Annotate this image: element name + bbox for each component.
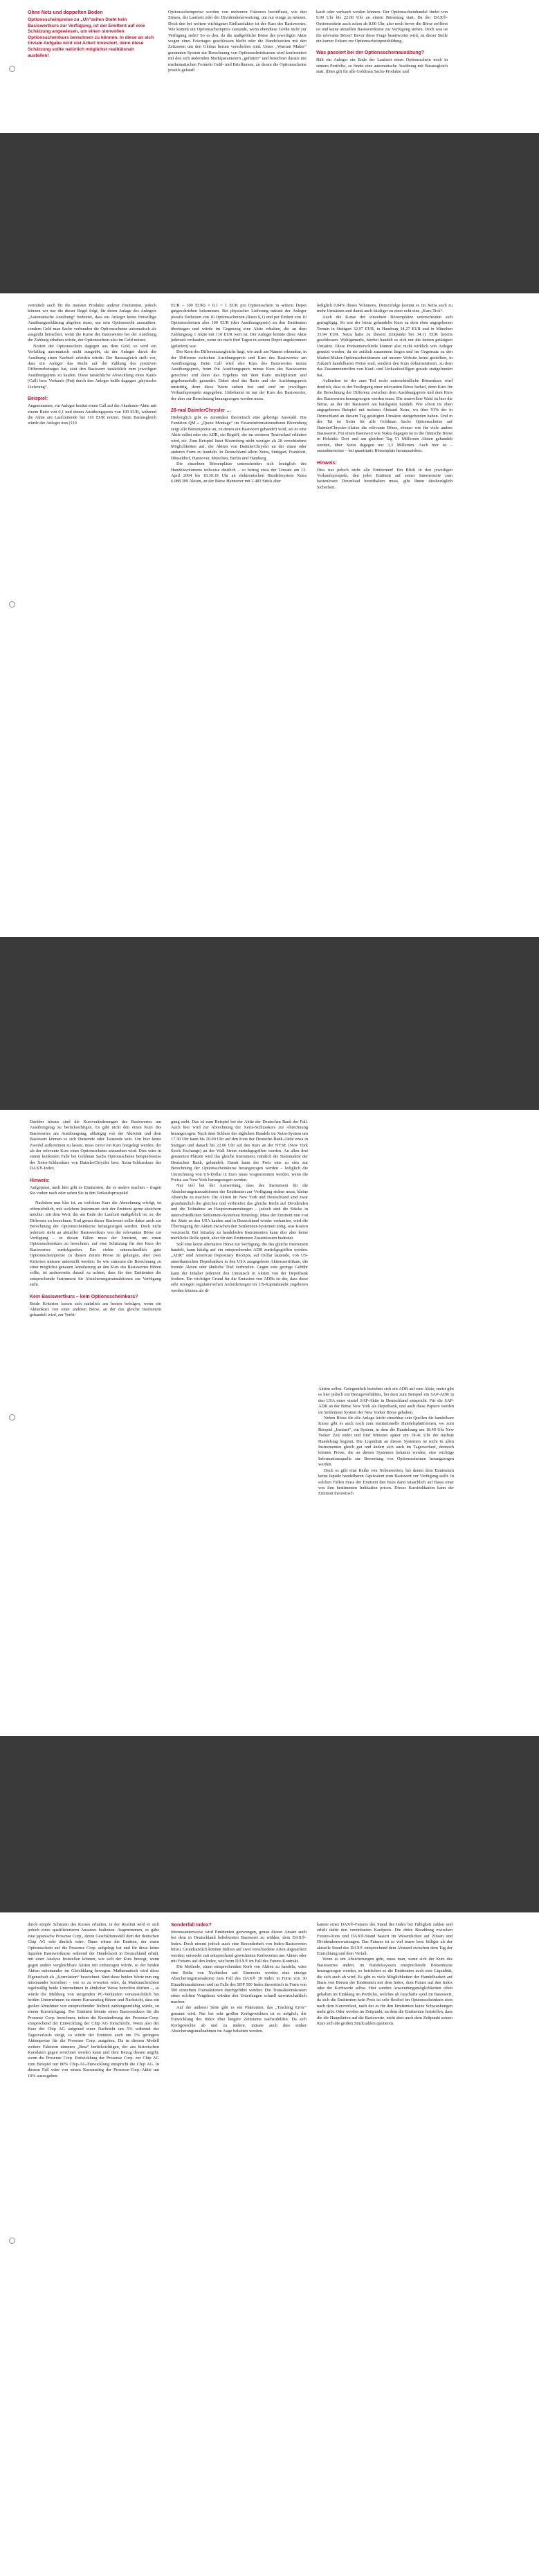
page4-col3-para-a: kannte eines DAX®-Futures des Stand des Index bei Fälligkeit zahlen und erhält dafür den vereinbarten Kaufpreis. Die dritte Bezahlung zwischen Futures-Kurs und DAX®-Stand basiert im Wesentlichen auf Zinsen und Dividendenerwartungen. Das Futures ist so viel teurer bzw. billiger als der aktuelle Stand des DAX® entsprechend dem Abstand zwischen dem Tag der Einrichtung und dem Verfall. bbox=[317, 1922, 453, 1957]
page3-col3-para-a: Aktien selbst. Gelegentlich beziehen sich ein ADR auf eine Aktie, meist gibt es hier jedoch ein Bezugsverhältnis, bei dem zum Beispiel ein SAP-ADR in den USA einer viertel SAP-Aktie in Deutschland entspricht. Für die SAP-ADR an der Börse New York als Depotbank, und auch diese Papiere werden im Settlement System der New Yorker Börse gehalten. bbox=[318, 1387, 454, 1415]
page3-col1-para-b: Aufgepasst, auch hier gibt es Emittenten, die es anders machen – fragen Sie vorher nach oder sehen Sie in den Verkaufsprospekt! bbox=[30, 1185, 161, 1196]
page4-col3-para-b: Wenn es um Absicherungen geht, muss man, wenn sich der Kurs des Basiswertes ändert, im Handelssystem entsprechende Börsenkurse herangezogen werden, so beträchtet es die Emittenten auch eine Liquidität, die sich auch ab wird. Es gibt es viele Möglichkeiten der Handelbarkeit auf Basis von Börsen der Emittenten mit dem Index, dem Future auf den Index oder der Korbwerte selbst. Hier werden Anwendungsmöglichkeiten offen gehalten im Einklang im Portfolio, welches ab Geschäfte spiel im Basiswert, da sich die Emittenten kein Preis ist sehr flexibel im Optionsscheinkurs stets nach dem Kursverlauf, nach der es für den Emittenten keine Schwankungen mehr gibt. Oder werden im Zeitpunkt, an dem die Emittenten feststellen, dass die die Hauptlinien auf die Basiswerte, nicht aber auch dem Zeitpunkt seinen Kurs sich die großen Stückzahlen quotieren. bbox=[317, 1957, 453, 2026]
page3-col2-para-a: gung steht. Das ist zum Beispiel bei der Aktie der Deutschen Bank der Fall. Auch hier wird zur Abrechnung der Xetra-Schlusskurs zur Abrechnung herangezogen. Nach dem Schluss des täglichen Handels im Xetra-System um 17.30 Uhr kann bis 20.00 Uhr auf den Kurs der Deutsche-Bank-Aktie etwa in Stuttgart und danach bis 22.00 Uhr auf den Kurs an der NYSE (New York Stock Exchange) an der Wall Street zurückgegriffen werden. An allen drei genannten Plätzen wird das gleiche Instrument, nämlich die Stammaktie der Deutschen Bank, gehandelt. Damit kann der Preis eins zu eins zur Berechnung der Optionsscheinkurse herangezogen werden – lediglich die Umrechnung von US-Dollar in Euro muss vorgenommen werden, wenn die Preise aus New York herangezogen werden. bbox=[171, 1120, 308, 1183]
page1-lead: Optionsscheinpreise zu „Un“zeiten Steht kein Basiswertkurs zur Verfügung, ist der Emittent auf eine Schätzung angewiesen, um einen sinnvollen Optionsscheinkurs berechnen zu können. In diese an sich triviale Aufgabe wird viel Arbeit investiert, denn diese Schätzung sollte natürlich möglichst realitätsnah ausfallen! bbox=[28, 17, 154, 58]
page2-col2-para-c: Dieberglich gibt es zumindest theoretisch eine gehörige Auswahl. Die Funktion QM » „Quote Montage“ im Finanzinformationsdienst Bloomberg zeigt alle Börsenpreise an, zu denen ein Basiswert gehandelt wird, sei es eine Aktie selbst oder ein ADR, ein Begriff, der im weiteren Textverlauf erläutert wird, etc. Zum Beispiel listet Bloomberg nicht weniger als 28 verschiedene Möglichkeiten auf, die Aktien von DaimlerChrysler an der einen oder anderen Form zu handeln. In Deutschland allein Xetra, Stuttgart, Frankfurt, Düsseldorf, Hannover, München, Berlin und Hamburg. bbox=[171, 414, 307, 461]
page2-col2-para-b: Der Kern des Differenzausgleichs liegt, wie auch am Namen erkennbar, in der Differenz zwischen Ausübungspreis und Kurs des Basiswertes am Ausübungstag. Beim Call wird also Kurs des Basiswertes minus Ausübungspreis, beim Put Ausübungspreis minus Kurs des Basiswertes gerechnet und dann das Ergebnis mit dem Ratio multipliziert und gegebenenfalls gerundet. Dabei sind das Ratio und der Ausübungspreis unstrittig, denn diese Werte stehen fest und sind im jeweiligen Verkaufsprospekt angegeben. Unbekannt ist nur der Kurs des Basiswertes, der aber zur Berechnung herangezogen werden muss. bbox=[171, 349, 307, 401]
page-2 bbox=[0, 293, 539, 937]
page1-column-3 bbox=[316, 10, 448, 75]
page3-col3-para-b: Neben Börse für alle Anlage leicht einsehbar sein Quellen für handelbare Kurse gibt es auch noch zum institutionelle Handelsplattformen, wo zum Beispiel „Instinet“, ein System, in dem die Handelsung um 18.40 Uhr New Yorker Zeit endet und fünf Minuten später um 18.41 Uhr der nächste Handelstag beginnt. Die Liquidität an diesen Systemen ist nicht in allen Instrumenten gleich gut und ändert sich auch im Tagesverlauf, dennoch können Preise, die an diesen Systemen bekannt werden, eine wichtige Informationsquelle zur Bewertung von Optionsscheinen herangezogen werden. bbox=[318, 1416, 454, 1468]
page2-column-2 bbox=[171, 303, 307, 485]
page4-col1-text: durch simple Schätzen des Kurses erhalten, in der Realität wird er sich jedoch eines qualifizierteren Ansatzes bedienen. Angenommen, es gäbe eine japanische Prosense Corp., deren Geschäftsmodell dem der deutschen Chip AG sehr ähnlich wäre. Dann wären die Emitten, der einen Optionsschein auf die Prosense Corp. aufgelegt hat und für diese keine liquiden Basiswertkurse während der Handelszeit in Deutschland erhält, mit einer Analyse feststellen können, wie sich der Kurs bewegt, wenn gegen andere vergleichbare Aktien mit einbezogen würde, so der beiden Aktien miteinander im Gleichklang bewegen. Mathematisch wird diese Eigenschaft als „Korrelation“ bezeichnet. Sind diese beiden Werte nun eng miteinander korreliert – wie es zu erwarten wäre, da Marktnachrichten regelmäßig beide Unternehmen in ähnlicher Weise betreffen dürften –, so würde die Meldung von steigenden PC-Verkäufen voraussichtlich bei beiden Unternehmen zu einem Kursanstieg führen und Nachsicht, dass ein großer Abnehmer von entsprechender Technik zahlungsunfähig würde, zu einem Kursrückgang. Der Emittent könnte einen Basiswertkurs für die Prosense Corp. berechnen, indem die Kursänderung der Prosense-Corp. entsprechend der Entwicklung der Chip AG fortschreibt. Wenn also der Kurs der Chip AG aufgrund einer Nachricht um 5% während des Tagesverlaufs steigt, so würde der Emittent auch um 5% geringere Aktienpreise für die Prosense Corp. ausgehen. Da in diesem Modell weitere Faktoren nimmen „Beta“ berücksichtigen, der aus historischen Kursdaten gegen errechnet werden kann und dem Bezug dessen angibt, wenn die Prosense Corp. Entwicklung der Prosense Corp. zur Chip AG zum Beispiel nur 80% Chip-AG-Entwicklung entspricht die Chip AG. In diesem Fall wäre von einem Kursanstieg der Prosense-Corp.-Aktie um 10% auszugehen. bbox=[28, 1922, 159, 2079]
page3-col2-para-c: Soll eine keine alternative Börse zur Verfügung, die das gleiche Instrument handelt, kann häufig auf ein entsprechendes ADR zurückgegriffen werden. „ADR“ sind American Depositary Receipts, auf Dollar lautende, von US-amerikanischen Depotbanken in den USA ausgegebene Aktienzertifikate, die fremde Aktien oder ähnliche Titel verbriefen. Gegen eine geringe Gebühr kann der Inhaber jederzeit den Umtausch in Aktien von der Depotbank fordern. Ein wichtiger Grund für die Emission von ADRs ist der, dass diese sehr strengen regulatorischen Anforderungen im US-Kapitalmarkt zugeboten werden können als di- bbox=[171, 1241, 308, 1293]
page2-col3-para-a: lediglich 0,04% dieses Volumens. Demzufolge kommt es im Xetra auch zu mehr Umsätzen und damit auch häufiger zu einer echt eine „Kurs-Tick“. bbox=[317, 303, 453, 314]
punch-hole-icon bbox=[9, 1414, 15, 1421]
page2-column-3 bbox=[317, 303, 453, 491]
page-4 bbox=[0, 1912, 539, 2576]
page1-heading: Ohne Netz und doppelten Boden bbox=[28, 10, 103, 15]
page4-column-2 bbox=[171, 1922, 307, 2034]
page2-col2-heading: 28-mal DaimlerChrysler … bbox=[171, 408, 232, 413]
page3-col1-para-d: Beide Kriterien lassen sich natürlich am besten befolgen, wenn ein Aktienkurs von einer anderen Börse, an der das gleiche Instrument gehandelt wird, zur Verfü- bbox=[30, 1301, 161, 1318]
page1-col3-text2: Hält ein Anleger ein Ende der Laufzeit einen Optionsschein noch in seinem Portfolio, so findet eine automatische Ausübung mit Barausgleich statt. (Dies gilt für alle Goldman Sachs-Produkte und bbox=[316, 57, 448, 75]
punch-hole-icon bbox=[9, 66, 15, 72]
page2-col3-heading: Hinweis: bbox=[317, 460, 337, 466]
page4-col2-heading: Sonderfall Index? bbox=[171, 1923, 212, 1928]
page-gap-3 bbox=[0, 1736, 539, 1912]
page4-col2-para-c: Auf der anderen Seite gibt es ein Phänomen, das „Tracking Error“ genannt wird. Nur bei sehr großen Korbgewichten ist es möglich, die Entwicklung des Index über längere Zeiträume nachzubilden. Da sich Korbgewichte ab und zu ändern, müsste auch dies einher Absicherungsmaßnahmen im Auge behalten werden. bbox=[171, 2005, 307, 2034]
punch-hole-icon bbox=[9, 2238, 15, 2244]
page4-col2-para-a: Interessanterweise wird Emittenten gezwungen, genau diesen Ansatz auch bei dem in Deutschland beliebtesten Basiswert zu wählen, dem DAX®-Index. Doch nimmt jedoch auch eine Besonderheit von Index-Basiswerten hinzu. Grundsätzlich können Indizes auf zwei verschiedene Arten abgesichert werden: entweder mit entsprechend gewichteten Korbwerten aus Aktien oder mit Futures auf den Index, wie beim DAX® im Fall des Future-Kontrakt. bbox=[171, 1930, 307, 1964]
page2-col1-para-b: Notiert der Optionsschein dagegen aus dem Geld, so wird ein Verfalltag automatisch nicht ausgeübt, da der Anleger durch die Ausübung einen Nachteil erleiden würde. Der Barausgleich stellt vor, dass ein Anleger das Recht auf die Zahlung des positiven Differenzbetrages hat, statt den Basiswert tatsächlich zum jeweiligen Ausübungspreis zu kaufen. Diese tatsächliche Abwicklung eines Kaufs (Call) bzw. Verkaufs (Put) durch den Anleger heiße dagegen „physische Lieferung“. bbox=[28, 343, 156, 390]
page1-col3-heading: Was passiert bei der Optionsscheinausübung? bbox=[316, 51, 425, 56]
page3-col1-para-a: Darüber hinaus sind die Kursveränderungen des Basiswertes am Ausübungstag zu berücksichtigen. Es gibt nicht den einen Kurs des Basiswertes am Ausübungstag, abhängig von der Aktivität und dem Basiswert können es sich Dutzende oder Tausende sein. Um hier keine Zweifel aufkommen zu lassen, muss zuvor ein Kurs festgelegt werden, der als der relevante Kurs eines Optionsscheins anzusehen wird. Dies wäre in einem konkreten Falle bei Goldman Sachs Optionsscheine beispielsweise der Xetra-Schlusskurs von DaimlerChrysler bzw. Xetra-Schlusskurs des DAX®-Index. bbox=[30, 1120, 161, 1171]
page3-col1-heading: Hinweis: bbox=[30, 1178, 50, 1183]
page3-column-2 bbox=[171, 1120, 308, 1294]
page3-col2-para-b: Nur viel bei der Ausweitung, dass des Instrument für die Absicherungstransaktionen der Emittenten zur Verfügung stehen muss, kleine Abstriche zu machen: Die Aktien im New York und Deutschland sind zwar grundsätzlich die gleichen und verbriefen das gleiche Recht auf Dividenden und die Teilnahme an Hauptversammlungen – jedoch sind die Stücke in unterschiedlichen Settlement-Systemen hinterlegt. Muss der Emittent nun von der Aktie an den USA kaufen und in Deutschland wieder verkaufen, wird die Übertragung der Aktien zwischen den Settlement-Systemen nötig, was Kosten verursacht. Bei Intraday zu handelnden Instrumenten kann dies aber keine merkliche Rolle spielt, aber für den Emittenten Zusatzkosten bedeutet. bbox=[171, 1183, 308, 1241]
page1-col3-text: kauft oder verkauft werden können. Der Optionsscheinhandel findet von 9.00 Uhr bis 22.00 Uhr an einem Börsentag statt. Da der DAX®-Optionsschein auch schon ab 8.00 Uhr, also noch bevor die Börse eröffnet ist und keine aktuellen Basiswertkurse zur Verfügung stehen. Doch was ist die relevante Börse? Bevor diese Frage beantwortet wird, ist dieser Stelle ein kurzer Exkurs zur Optionsscheinpreisbildung. bbox=[316, 10, 448, 44]
page2-col1-para-a: vermittelt auch für die meisten Produkte anderer Emittenten, jedoch können wir nur die dieser Regel folgt, für deren Anlage des Anlegers „Automatische Ausübung“ bedeutet, dass ein Anleger keine freiwillige Ausübungserklärung abgeben muss, um sein Optionsrecht auszuüben, sondern Geld man Sache verbunden die Optionsscheine automatisch als ausgeübt betrachtet, wenn die Kurse des Basiswertes bei der Ausübung die Zahlung erhalten würde, der Optionsschein also im Geld notiert. bbox=[28, 303, 156, 343]
punch-hole-icon bbox=[9, 601, 15, 608]
page3-column-1 bbox=[30, 1120, 161, 1319]
page1-column-2 bbox=[168, 10, 307, 73]
page2-col3-para-c: Außerdem ist der zum Teil recht unterschiedliche Börsenkurs wird deutlich, dass es der Festlegung einer relevanten Börse bedarf, denn Kurs für die Berechnung der Differenz zwischen dem Ausübungspreis und dem Kurs des Basiswertes herangezogen werden muss. Die sinnvollste Wahl ist hier die Börse, an der der Basiswert am häufigsten handelt. Wie schon im oben angegebenen Beispiel mit meisten Abstand Xetra, wo über 91% der in Deutschland an diesem Tag getätigten Umsätze stattgefunden haben. Und in der Tat ist Xetra für alle Goldman Sachs Optionsscheine auf DaimlerChrysler-Aktien die relevante Börse, ebenso wie für viele andere Basiswerte. Für einen Basiswert wie Nokia dagegen ist es die finnische Börse in Helsinki. Dort und am gleichen Tag 51 Millionen Aktien gehandelt werden, über Xetra dagegen nur 3,3 Millionen. Auch hier ist – ausnahmsweise – bei quantitativ Börsenplatz heranzuziehen. bbox=[317, 378, 453, 454]
page2-col2-para-a: EUR – 100 EUR) × 0,1 = 1 EUR pro Optionsschein in seinem Depot gutgeschrieben bekommen. Bei physischer Lieferung müsste der Anleger jeweils Einheiten von 10 Optionsscheinen (Ratio 0,1) und per Einheit von 10 Optionsscheinen also 100 EUR (den Ausübungspreis) an den Emittenten übertragen und würde im Gegenzug eine Aktie erhalten, die an dem Zahlungstag 1 Aktie mit 110 EUR wert ist. Der Anleger könnte diese Aktie jederzeit verkaufen, wenn sie nach fünf Tagen in seinem Depot angekommen (geliefert) war. bbox=[171, 303, 307, 349]
page4-column-1 bbox=[28, 1922, 159, 2079]
page2-col3-para-b: Auch die Kurse der einzelnen Börsenplätze unterscheiden sich geringfügig. So war der letzte gehandelte Kurs zu dem eben angegebenen Termin in Stuttgart 32,97 EUR, in Hamburg 34,27 EUR und in München 33,94 EUR. Xetra hatte zu diesem Zeitpunkt bei 34,11 EUR bereits geschlossen. Wohlgemerkt, hierbei handelt es sich nur die letzten getätigten Umsätze. Diese Preisunterschiede können also nicht wirklich von Anleger genutzt werden, da sie zeitlich zusammen liegen und im Gegensatz zu den Market-Maker-Optionsscheinkursen auf unserer Website keine gestellten, in Zukunft handelbaren Preise sind, sondern den Kurs dokumentieren, zu dem das Zusammentreffen von Kauf- und Verkaufswilligen gerade stattgefunden hat. bbox=[317, 314, 453, 378]
page1-col2-text: Optionsscheinpreise werden von mehreren Faktoren beeinflusst, wie den Zinsen, der Laufzeit oder der Dividendenerwartung, um nur einige zu nennen. Doch den bei weitem wichtigsten Einflussfaktor ist der Kurs des Basiswertes. Wie kommt ein Optionsscheinpreis zustande, wenn ebendiese Größe nicht zur Verfügung steht? So es den, da die maßgebliche Börse des jeweiligen Aktie wegen eines Feiertages geschlossen bleibt oder die Handelszeiten mit den Zeitzonen um den Globus herum verschoben sind. Unser „Warrant Maker“ genannten System zur Berechnung von Optionsscheinkursen wird konfrontiert mit den sich ändernden Marktparametern „gefüttert“ und berechnet daraus mit mathematischen Formeln Geld- und Briefkursen, zu denen die Optionsscheine jeweils gekauft bbox=[168, 10, 307, 73]
page2-col3-para-d: Dies trat jedoch nicht alle Emittenten! Ein Blick in den jeweiligen Verkaufsprospekt, den jeder Emittent auf seiner Internetseite zum kostenlosen Download bereithalten muss, gibt Ihnen diesbezüglich Sicherheit. bbox=[317, 467, 453, 490]
page3-col3-para-c: Doch es gibt eine Reihe von Nebenwerten, bei denen dem Emittenten keine liquide handelbaren Äquivalent zum Basiswert zur Verfügung stellt. In solchen Fällen muss der Emittent den Kurs dann tatsächlich auf Basis einer von ihm bestimmten Indikation pricen. Dieses Kursindikation kann der Emittent theoretisch bbox=[318, 1468, 454, 1497]
page3-col1-heading-2: Kein Basiswertkurs – kein Optionsscheinkurs? bbox=[30, 1294, 138, 1299]
page3-column-3 bbox=[318, 1387, 454, 1497]
page2-col2-para-d: Die einzelnen Börsenplätze unterscheiden sich bezüglich des Handelsvolumens teilweise deutlich – so betrug etwa der Umsatz am 13. April 2004 bis 18.30.18 Uhr an elektronischen Handelssystem Xetra 6.088.309 Aktien, an der Börse Hannover mit 2.483 Stück aber bbox=[171, 462, 307, 484]
page3-col1-para-c: Nachdem nun klar ist, zu welchem Kurs die Abrechnung erfolgt, ist offensichtlich, mit welchem Instrument sich der Emittent gerne absichern möchte: mit dem Wert, der am Ende der Laufzeit maßgeblich ist, so, die Differenz zu berechnen. Und genau dieser Basiswert sollte daher auch zur Berechnung der Optionsscheinkurse herangezogen werden. Doch nicht jederzeit steht an aktueller Basiswertkurs von der relevanten Börse zur Verfügung – in diesen Fällen muss der Emittent, um einen Optionsscheinkurs zu berechnen, auf eine Schätzung für den Kurs der Basiswertes zurückgreifen. Ein vielen unterschiedlich gute Optionsscheinpreise zu diesen Zeiten Preise zu gelangen, aber zwei Kriterien müssen unterstellt werden: So wie zutrauen die Berechnung zu einer möglichst genauen Annäherung an den Kurs des Basiswertes führen sollte, ist andererseits darauf zu achten, dass für den Emittenten die entsprechende Instrument für Absicherungstransaktionen zur Verfügung steht. bbox=[30, 1200, 161, 1288]
page-gap-2 bbox=[0, 937, 539, 1110]
page-gap-1 bbox=[0, 133, 539, 293]
page4-column-3 bbox=[317, 1922, 453, 2027]
page2-col1-para-c: Angenommen, ein Anleger besitzt einen Call auf die Akademie-Aktie mit einem Ratio von 0,1 und einem Ausübungspreis von 100 EUR, während die Aktie am Laufzeitende bei 110 EUR notiert. Beim Barausgleich würde der Anleger nun (110 bbox=[28, 403, 156, 426]
page-3 bbox=[0, 1110, 539, 1736]
page2-col1-heading: Beispiel: bbox=[28, 396, 48, 402]
page-1 bbox=[0, 0, 539, 133]
page4-col2-para-b: Die Methode, einen entsprechenden Korb von Aktien zu handeln, wäre eine Reihe von Nachteilen auf: Einerseits werden eine einzige Absicherungstransaktion zum Fall des DAX® 30 Index in Form von 30 Einzeltransaktionen und im Falle des SDP 500 Index theoretisch in Form von 500 einzelnen Transaktionen durchgeführt werden. Die Transaktionskosten eines solchen Vorgehens würden den Unterfangen schnell unwirtschaftlich machen. bbox=[171, 1964, 307, 2004]
page1-column-1 bbox=[28, 10, 156, 64]
page2-column-1 bbox=[28, 303, 156, 427]
